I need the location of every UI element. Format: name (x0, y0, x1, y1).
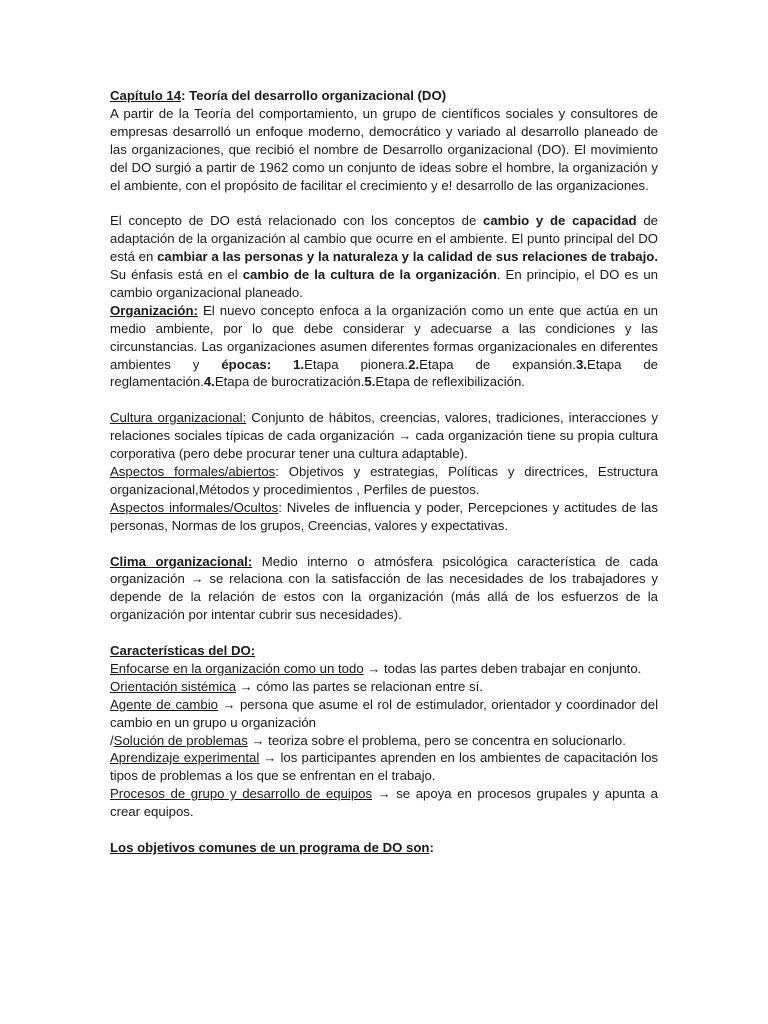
culture-paragraph: Cultura organizacional: Conjunto de hábitos, creencias, valores, tradiciones, interacciones y relaciones sociales típicas de cada organización → cada organización tiene su propia cultura corporativa (pero debe procurar tener una cultura adaptable). (110, 410, 658, 462)
arrow-right-icon: → (239, 678, 253, 694)
climate-paragraph: Clima organizacional: Medio interno o atmósfera psicológica característica de cada organización → se relaciona con la satisfacción de las necesidades de los trabajadores y depende de la relación de estos con la organización (más allá de los esfuerzos de la organización por intentar cubrir sus necesidades). (110, 553, 658, 623)
characteristics-heading: Características del DO: (110, 643, 256, 659)
formal-aspects-label: Aspectos formales/abiertos (110, 464, 276, 479)
arrow-right-icon: → (222, 696, 236, 712)
characteristics-list (110, 660, 658, 821)
list-item: Procesos de grupo y desarrollo de equipos → se apoya en procesos grupales y apunta a crear equipos. (110, 786, 659, 820)
list-item: Orientación sistémica → cómo las partes se relacionan entre sí. (110, 678, 483, 694)
list-item: /Solución de problemas → teoriza sobre el problema, pero se concentra en solucionarlo. (110, 732, 626, 748)
arrow-right-icon: → (251, 732, 265, 748)
list-item: Enfocarse en la organización como un todo → todas las partes deben trabajar en conjunto. (110, 660, 642, 676)
arrow-right-icon: → (263, 750, 277, 766)
chapter-label: Capítulo 14 (110, 88, 182, 103)
arrow-right-icon: → (377, 786, 391, 802)
concept-paragraph: El concepto de DO está relacionado con los conceptos de cambio y de capacidad de adaptación de la organización al cambio que ocurre en el ambiente. El punto principal del DO está en cambiar a las personas y la naturaleza y la calidad de sus relaciones de trabajo. Su énfasis está en el cambio de la cultura de la organización. En principio, el DO es un cambio organizacional planeado. (110, 213, 659, 300)
organization-label: Organización: (110, 302, 198, 318)
organization-paragraph: Organización: El nuevo concepto enfoca a la organización como un ente que actúa en un medio ambiente, por lo que debe considerar y adecuarse a las condiciones y las circunstancias. Las organizaciones asumen diferentes formas organizacionales en diferentes ambientes y épocas: 1.Etapa pionera.2.Etapa de expansión.3.Etapa de reglamentación.4.Etapa de burocratización.5.Etapa de reflexibilización. (110, 302, 658, 390)
list-item: Agente de cambio → persona que asume el rol de estimulador, orientador y coordinador del cambio en un grupo u organización (110, 696, 658, 730)
formal-aspects: Aspectos formales/abiertos: Objetivos y estrategias, Políticas y directrices, Estructura organizacional,Métodos y procedimientos , Perfiles de puestos. (110, 464, 658, 497)
climate-label: Clima organizacional: (110, 553, 253, 569)
chapter-heading (110, 87, 658, 105)
arrow-right-icon: → (190, 571, 204, 587)
objectives-heading: Los objetivos comunes de un programa de DO son: (110, 839, 434, 855)
list-item: Aprendizaje experimental → los participantes aprenden en los ambientes de capacitación los tipos de problemas a los que se enfrentan en el trabajo. (110, 750, 658, 784)
informal-aspects-label: Aspectos informales/Ocultos (110, 499, 279, 515)
chapter-title: : Teoría del desarrollo organizacional (DO) (181, 88, 447, 103)
intro-paragraph: A partir de la Teoría del comportamiento, un grupo de científicos sociales y consultores de empresas desarrolló un enfoque moderno, democrático y variado al desarrollo planeado de las organizaciones, que recibió el nombre de Desarrollo organizacional (DO). El movimiento del DO surgió a partir de 1962 como un conjunto de ideas sobre el hombre, la organización y el ambiente, con el propósito de facilitar el crecimiento y e! desarrollo de las organizaciones. (110, 105, 658, 193)
arrow-right-icon: → (398, 428, 412, 444)
informal-aspects: Aspectos informales/Ocultos: Niveles de influencia y poder, Percepciones y actitudes de las personas, Normas de los grupos, Creencias, valores y expectativas. (110, 499, 658, 533)
arrow-right-icon: → (367, 660, 381, 676)
culture-label: Cultura organizacional: (110, 410, 247, 426)
